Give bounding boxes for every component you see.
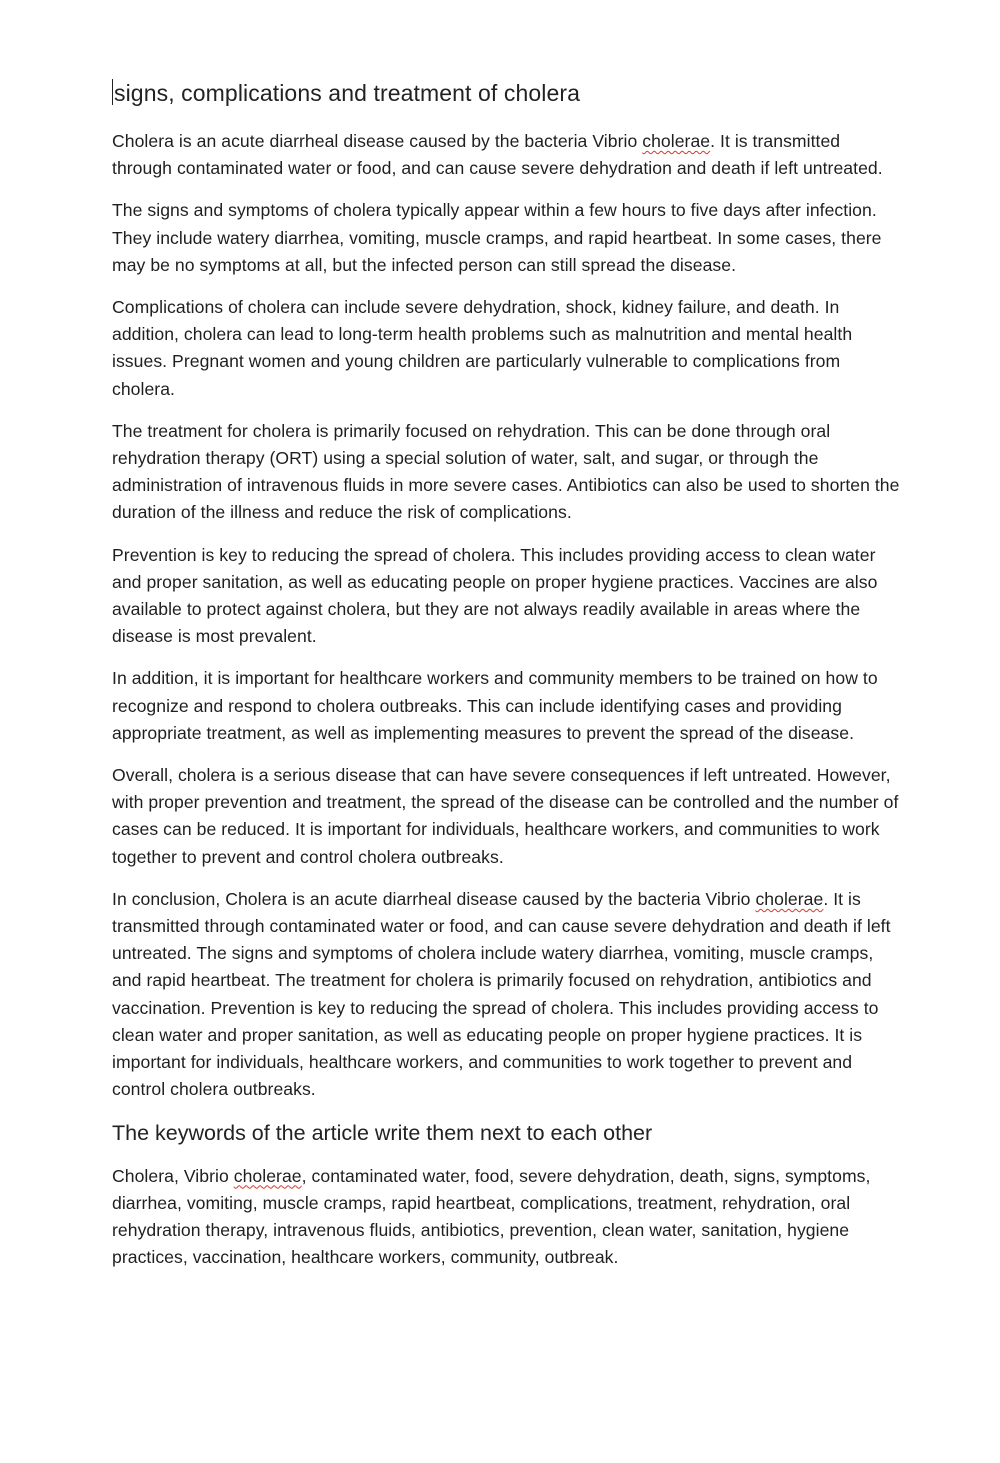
spelling-flagged-word[interactable]: cholerae xyxy=(755,888,824,909)
document-page[interactable] xyxy=(112,78,902,1286)
paragraph-text: Prevention is key to reducing the spread of cholera. This includes providing access to clean water and proper sanitation, as well as educating people on proper hygiene practices. Vaccines are also available to protect against cholera, but they are not always readily available in areas where the disease is most prevalent. xyxy=(112,544,878,647)
paragraph-complications[interactable] xyxy=(112,294,902,403)
paragraph-text: . It is transmitted through contaminated water or food, and can cause severe dehydration and death if left untreated. xyxy=(112,131,883,179)
paragraph-text: In conclusion, Cholera is an acute diarrheal disease caused by the bacteria Vibrio xyxy=(112,888,756,909)
paragraph-text: Complications of cholera can include severe dehydration, shock, kidney failure, and death. In addition, cholera can lead to long-term health problems such as malnutrition and mental health issues. Pregnant women and young children are particularly vulnerable to complications from cholera. xyxy=(112,297,853,399)
paragraph-conclusion[interactable] xyxy=(112,886,902,1104)
paragraph-text: . It is transmitted through contaminated water or food, and can cause severe dehydration and death if left untreated. The signs and symptoms of cholera include watery diarrhea, vomiting, muscle cramps, and rapid heartbeat. The treatment for cholera is primarily focused on rehydration, antibiotics and vaccination. Prevention is key to reducing the spread of cholera. This includes providing access to clean water and proper sanitation, as well as educating people on proper hygiene practices. It is important for individuals, healthcare workers, and communities to work together to prevent and control cholera outbreaks. xyxy=(112,888,891,1100)
paragraph-prevention[interactable] xyxy=(112,542,902,651)
keywords-paragraph[interactable] xyxy=(112,1163,902,1272)
paragraph-text: Cholera, Vibrio xyxy=(112,1165,234,1186)
keywords-heading[interactable]: The keywords of the article write them next to each other xyxy=(112,1120,653,1145)
document-title-text[interactable]: signs, complications and treatment of cholera xyxy=(114,80,581,106)
paragraph-text: The signs and symptoms of cholera typically appear within a few hours to five days after infection. They include watery diarrhea, vomiting, muscle cramps, and rapid heartbeat. In some cases, there may be no symptoms at all, but the infected person can still spread the disease. xyxy=(112,200,882,275)
paragraph-text: The treatment for cholera is primarily focused on rehydration. This can be done through oral rehydration therapy (ORT) using a special solution of water, salt, and sugar, or through the administration of intravenous fluids in more severe cases. Antibiotics can also be used to shorten the duration of the illness and reduce the risk of complications. xyxy=(112,420,900,523)
paragraph-training[interactable] xyxy=(112,665,902,747)
paragraph-signs[interactable] xyxy=(112,197,902,279)
paragraph-treatment[interactable] xyxy=(112,418,902,527)
paragraph-intro[interactable] xyxy=(112,128,902,182)
text-cursor xyxy=(112,79,113,105)
paragraph-text: Overall, cholera is a serious disease that can have severe consequences if left untreated. However, with proper prevention and treatment, the spread of the disease can be controlled and the number of cases can be reduced. It is important for individuals, healthcare workers, and communities to work together to prevent and control cholera outbreaks. xyxy=(112,765,899,867)
paragraph-text: Cholera is an acute diarrheal disease caused by the bacteria Vibrio xyxy=(112,131,643,151)
paragraph-text: , contaminated water, food, severe dehydration, death, signs, symptoms, diarrhea, vomiting, muscle cramps, rapid heartbeat, complications, treatment, rehydration, oral rehydration therapy, intravenous fluids, antibiotics, prevention, clean water, sanitation, hygiene practices, vaccination, healthcare workers, community, outbreak. xyxy=(112,1165,871,1268)
paragraph-overall[interactable] xyxy=(112,762,902,871)
spelling-flagged-word[interactable]: cholerae xyxy=(233,1165,302,1186)
document-title[interactable] xyxy=(112,78,902,108)
paragraph-text: In addition, it is important for healthcare workers and community members to be trained on how to recognize and respond to cholera outbreaks. This can include identifying cases and providing appropriate treatment, as well as implementing measures to prevent the spread of the disease. xyxy=(112,668,878,743)
spelling-flagged-word[interactable]: cholerae xyxy=(642,131,711,151)
